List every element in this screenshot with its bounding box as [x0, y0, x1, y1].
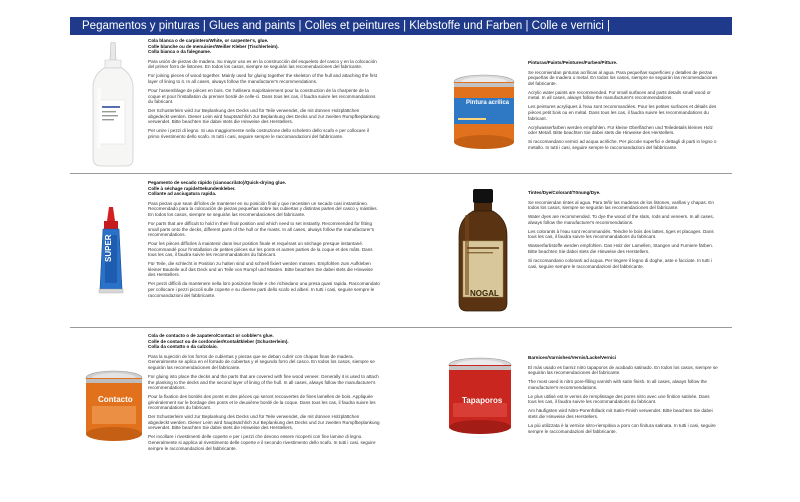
varnishes-it: La più utilizzata è la vernice nitro-riempitiva a poro con finitura satinata. In tutti i casi, seguire sempre le raccomandazioni del fabbricante.	[528, 422, 716, 434]
row-divider-1	[70, 173, 732, 174]
varnishes-es: El más usado es barniz nitro tapaporos de acabado satinado. En todos los casos, siempre se seguirán las recomendaciones del fabricante.	[528, 364, 718, 376]
contact-glue-fr: Pour la fixation des bordés des ponts et des pièces qui seront recouvertes de fines lamelles de bois. Appliquée généralement sur le bordage des ponts et le deuxième bordé de la coque. Dans tous les cas, il faudra suivre les recommandations du fabricant.	[148, 394, 376, 411]
quick-glue-heading-3: Collante ad asciugatura rapida.	[148, 191, 217, 197]
quick-glue-it: Per pezzi difficili da mantenere nella loro posizione finale e che richiedano una presa quasi rapida. Raccomandato per collocare i pezzi piccoli sulle coperte e su diverse parti dello scafo ed alberi. In tutti i casi, seguire sempre le raccomandazioni del fabbricante.	[148, 281, 380, 298]
quick-glue-fr: Pour les pièces difficiles à maintenir dans leur position finale et requérant un séchage presque instantané. Recommandé pour l'installation de petites pièces sur les ponts et autres parties de la coque et des mâts. Dans tous les cas, il faudra suivre les recommandations du fabricant.	[148, 241, 373, 258]
contact-glue-heading-1: Cola de contacto o de zapatero/Contact or cobbler's glue.	[148, 333, 274, 338]
dyes-fr: Les colorants à l'eau sont recommandés. Teindre le bois des lattes, tiges et placages. Dans tous les cas, il faudra suivre les recommandations du fabricant.	[528, 228, 714, 240]
paint-can-image	[452, 74, 516, 150]
white-glue-de: Der Schusterleim wird zur Beplankung des Decks und für Teile verwendet, die mit dünnen Holzplättchen abgedeckt werden. Dieser Leim wird hauptsächlich zur Beplankung des Decks und zur zweiten Rumpfbeplankung verwendet. Bitte beachten Sie dabei stets die Hinweise des Herstellers.	[148, 108, 380, 125]
paints-text	[528, 60, 718, 154]
contact-glue-heading-2: Colle de contact ou de cordonnier/Kontaktkleber (Schusterleim).	[148, 338, 289, 344]
white-glue-en: For joining pieces of wood together. Mainly used for gluing together the skeleton of the hull and attaching the first layer of lining to it. In all cases, always follow the manufacturer's recommendations.	[148, 73, 378, 84]
varnishes-text	[528, 355, 718, 437]
varnishes-en: The most used is nitro pore-filling varnish with satin finish. In all cases, always follow the manufacturer's recommendations.	[528, 379, 707, 390]
white-glue-fr: Pour l'assemblage de pièces en bois. On l'utilisera majoritairement pour la construction de la charpente de la coque et pour l'installation du premier bordé de celle-ci. Dans tous les cas, il faudra suivre les recommandations du fabricant.	[148, 87, 376, 105]
dyes-es: Se recomiendan tintes al agua. Para teñir las maderas de los listones, varillas y chapas. En todos los casos, siempre se seguirán las recomendaciones del fabricante.	[528, 199, 714, 211]
section-banner: Pegamentos y pinturas | Glues and paints | Colles et peintures | Klebstoffe und Farben | Colle e vernici |	[70, 17, 732, 35]
quick-glue-es: Para piezas que sean difíciles de mantener en su posición final y que necesiten un secado casi instantáneo. Recomendado para la colocación de piezas pequeñas sobre las cubiertas y distintas partes del casco y mástiles. En todos los casos, siempre se seguirán las recomendaciones del fabricante.	[148, 200, 378, 217]
paints-it: Si raccomandano vernici ad acqua acriliche. Per piccole superfici e dettagli di parti in legno o metallo. In tutti i casi, seguire sempre le raccomandazioni del fabbricante.	[528, 139, 717, 150]
contact-glue-it: Per incollare i rivestimenti delle coperte e per i pezzi che devono essere ricoperti con fine lamine di legno. Generalmente si applica al rivestimento delle coperte e il secondo rivestimento dello scafo. In tutti i casi, seguire sempre le raccomandazioni del fabbricante.	[148, 434, 376, 451]
dyes-it: Si raccomandano coloranti ad acqua. Per tingere il legno di doghe, aste e facciate. In tutti i casi, seguire sempre le raccomandazioni del fabbricante.	[528, 257, 712, 269]
paints-de: Acrylwasserfarben werden empfohlen. Für kleine Oberflächen und Teiledetails kleines Holz oder Metall. Bitte beachten Sie dabei stets die Hinweise des Herstellers.	[528, 124, 713, 136]
paints-heading: Pinturas/Paints/Peintures/Farben/Pitture.	[528, 60, 618, 65]
varnish-can-label: Tapaporos	[462, 396, 503, 405]
dyes-text	[528, 190, 718, 272]
white-glue-heading-2: Colle blanche ou de menuisier/Weißer Kleber (Tischlerleim).	[148, 43, 279, 49]
super-glue-label: SUPER	[104, 234, 113, 262]
varnishes-de: Am häufigsten wird Nitro-Porenfüllack mit Satin-Finish verwendet. Bitte beachten Sie dabei stets die Hinweise des Herstellers.	[528, 408, 713, 419]
contact-glue-de: Der Schusterleim wird zur Beplankung des Decks und für Teile verwendet, die mit dünnen Holzplättchen abgedeckt werden. Dieser Leim wird hauptsächlich zur Beplankung des Decks und zur zweiten Rumpfbeplankung verwendet. Bitte beachten Sie dabei stets die Hinweise des Herstellers.	[148, 414, 380, 431]
quick-glue-heading-2: Colle à séchage rapide/Sekundenkleber.	[148, 185, 236, 191]
paint-can-label: Pintura acrílica	[466, 100, 510, 106]
row-divider-2	[70, 327, 732, 328]
white-glue-bottle-image	[88, 42, 138, 170]
white-glue-es: Para unión de piezas de madera. Su mayor uso es en la construcción del esqueleto del casco y en la colocación del primer forro de listones. En todos los casos, siempre se seguirán las recomendaciones del fabricante.	[148, 58, 377, 70]
quick-glue-en: For parts that are difficult to hold in their final position and which need to set instantly. Recommended for fitting small parts onto the decks, different parts of the hull or the masts. In all cases, always follow the manufacturer's recommendations.	[148, 220, 374, 238]
white-glue-heading-3: Colla bianca o da falegname.	[148, 49, 212, 55]
paints-en: Acrylic water paints are recommended. For small surfaces and parts details small wood or metal. In all cases, always follow the manufacturer's recommendations.	[528, 89, 711, 101]
contact-glue-can-image	[84, 370, 144, 442]
quick-glue-de: Für Teile, die schlecht in Position zu halten sind und schnell fixiert werden müssen. Empfohlen zum Aufkleben kleiner Bauteile auf das Deck und an Teile von Rumpf und Masten. Bitte beachten Sie dabei stets die Hinweise des Herstellers.	[148, 261, 373, 278]
dyes-de: Wasserfarbstoffe werden empfohlen. Das Holz der Lamellen, Stangen und Furniere färben. Bitte beachten Sie dabei stets die Hinweise des Herstellers.	[528, 243, 714, 254]
varnishes-heading: Barnices/Varnishes/Vernis/Lacke/Vernici	[528, 355, 617, 360]
quick-glue-heading-1: Pegamento de secado rápido (cianoacrilato)/Quick-drying glue.	[148, 180, 287, 185]
white-glue-text	[148, 38, 380, 143]
dye-bottle-label: NOGAL	[470, 289, 499, 298]
dyes-en: Water dyes are recommended. To dye the wood of the slats, rods and veneers. In all cases, always follow the manufacturer's recommendations.	[528, 214, 714, 225]
quick-glue-text	[148, 180, 380, 302]
white-glue-heading-1: Cola blanca o de carpintero/White, or carpenter's, glue.	[148, 38, 269, 43]
contact-glue-es: Para la sujeción de los forros de cubiertas y piezas que se deban cubrir con chapas finas de madera. Generalmente se aplica en el forrado de cubiertas y el segundo forro del casco. En todos los casos, siempre se seguirán las recomendaciones del fabricante.	[148, 353, 375, 370]
contact-glue-text	[148, 333, 380, 455]
contact-glue-en: For gluing into place the decks and the parts that are covered with fine wood veneer. Generally it is used to attach the planking to the decks and the second layer of lining of the hull. In all cases, always follow the manufacturer's recommendations.	[148, 373, 379, 391]
white-glue-it: Per unire i pezzi di legno. Si usa maggiormente nella costruzione dello scheletro dello scafo e per collocare il primo rivestimento dello scafo. In tutti i casi, seguire sempre le raccomandazioni del fabbricante.	[148, 128, 369, 139]
paints-es: Se recomiendan pinturas acrílicas al agua. Para pequeñas superficies y detalles de piezas pequeñas de madera o metal. En todos los casos, siempre se seguirán las recomendaciones del fabricante.	[528, 69, 718, 86]
dyes-heading: Tintes/Dye/Colorant/Tönung/Dye.	[528, 190, 601, 195]
contact-glue-heading-3: Colla da contatto o da calzolaio.	[148, 344, 218, 350]
paints-fr: Les peintures acryliques à l'eau sont recommandées. Pour les petites surfaces et détails des pièces petit bois ou en métal. Dans tous les cas, il faudra suivre les recommandations du fabricant.	[528, 104, 717, 121]
contact-can-label: Contacto	[98, 395, 133, 404]
varnishes-fr: Le plus utilisé est le vernis de remplissage des pores nitro avec une finition satinée. Dans tous les cas, il faudra suivre les recommandations du fabricant.	[528, 393, 710, 405]
